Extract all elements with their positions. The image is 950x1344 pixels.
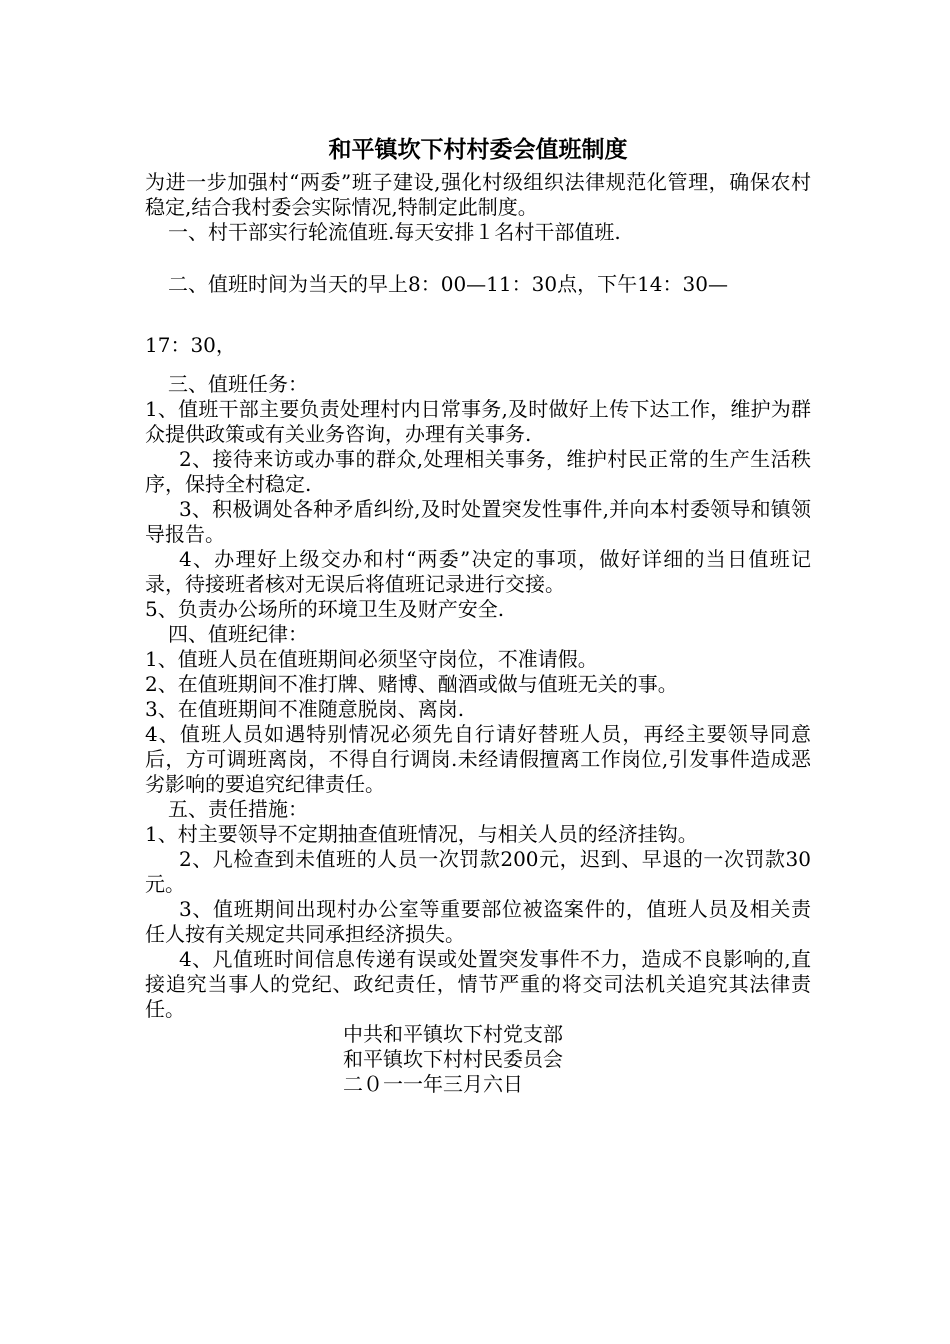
section-4-item-2: 2、在值班期间不准打牌、赌博、酗酒或做与值班无关的事。 — [145, 672, 678, 696]
section-4-heading: 四、值班纪律： — [168, 622, 308, 646]
section-2-line-2: 17：30， — [145, 333, 236, 357]
document-title: 和平镇坎下村村委会值班制度 — [328, 136, 628, 163]
section-5-item-3: 3、值班期间出现村办公室等重要部位被盗案件的，值班人员及相关责任人按有关规定共同承担经济损失。 — [145, 897, 811, 946]
signature-org-party: 中共和平镇坎下村党支部 — [343, 1022, 563, 1046]
section-3-item-5: 5、负责办公场所的环境卫生及财产安全. — [145, 597, 505, 621]
section-5-item-1: 1、村主要领导不定期抽查值班情况，与相关人员的经济挂钩。 — [145, 822, 698, 846]
section-4-item-4: 4、值班人员如遇特别情况必须先自行请好替班人员，再经主要领导同意后，方可调班离岗，不得自行调岗.未经请假擅离工作岗位,引发事件造成恶劣影响的要追究纪律责任。 — [145, 722, 811, 796]
section-3-item-3: 3、积极调处各种矛盾纠纷,及时处置突发性事件,并向本村委领导和镇领导报告。 — [145, 497, 811, 546]
section-4-item-1: 1、值班人员在值班期间必须坚守岗位，不准请假。 — [145, 647, 598, 671]
section-1: 一、村干部实行轮流值班.每天安排１名村干部值班. — [168, 220, 621, 244]
section-4-item-3: 3、在值班期间不准随意脱岗、离岗. — [145, 697, 465, 721]
section-3-item-2: 2、接待来访或办事的群众,处理相关事务，维护村民正常的生产生活秩序，保持全村稳定. — [145, 447, 811, 496]
intro-paragraph: 为进一步加强村“两委”班子建设,强化村级组织法律规范化管理，确保农村稳定,结合我村委会实际情况,特制定此制度。 — [145, 170, 811, 219]
section-3-item-1: 1、值班干部主要负责处理村内日常事务,及时做好上传下达工作，维护为群众提供政策或有关业务咨询，办理有关事务. — [145, 397, 811, 446]
section-3-item-4: 4、办理好上级交办和村“两委”决定的事项，做好详细的当日值班记录，待接班者核对无误后将值班记录进行交接。 — [145, 547, 811, 596]
section-5-item-2: 2、凡检查到未值班的人员一次罚款200元，迟到、早退的一次罚款30元。 — [145, 847, 811, 896]
section-5-heading: 五、责任措施： — [168, 797, 308, 821]
signature-date: 二０一一年三月六日 — [343, 1072, 523, 1096]
section-5-item-4: 4、凡值班时间信息传递有误或处置突发事件不力，造成不良影响的,直接追究当事人的党纪、政纪责任，情节严重的将交司法机关追究其法律责任。 — [145, 947, 811, 1021]
signature-block — [343, 1022, 811, 1097]
signature-org-committee: 和平镇坎下村村民委员会 — [343, 1047, 563, 1071]
document-page — [145, 130, 811, 1097]
section-2-line-1: 二、值班时间为当天的早上8：00—11：30点，下午14：30— — [168, 272, 728, 296]
section-3-heading: 三、值班任务： — [168, 372, 308, 396]
